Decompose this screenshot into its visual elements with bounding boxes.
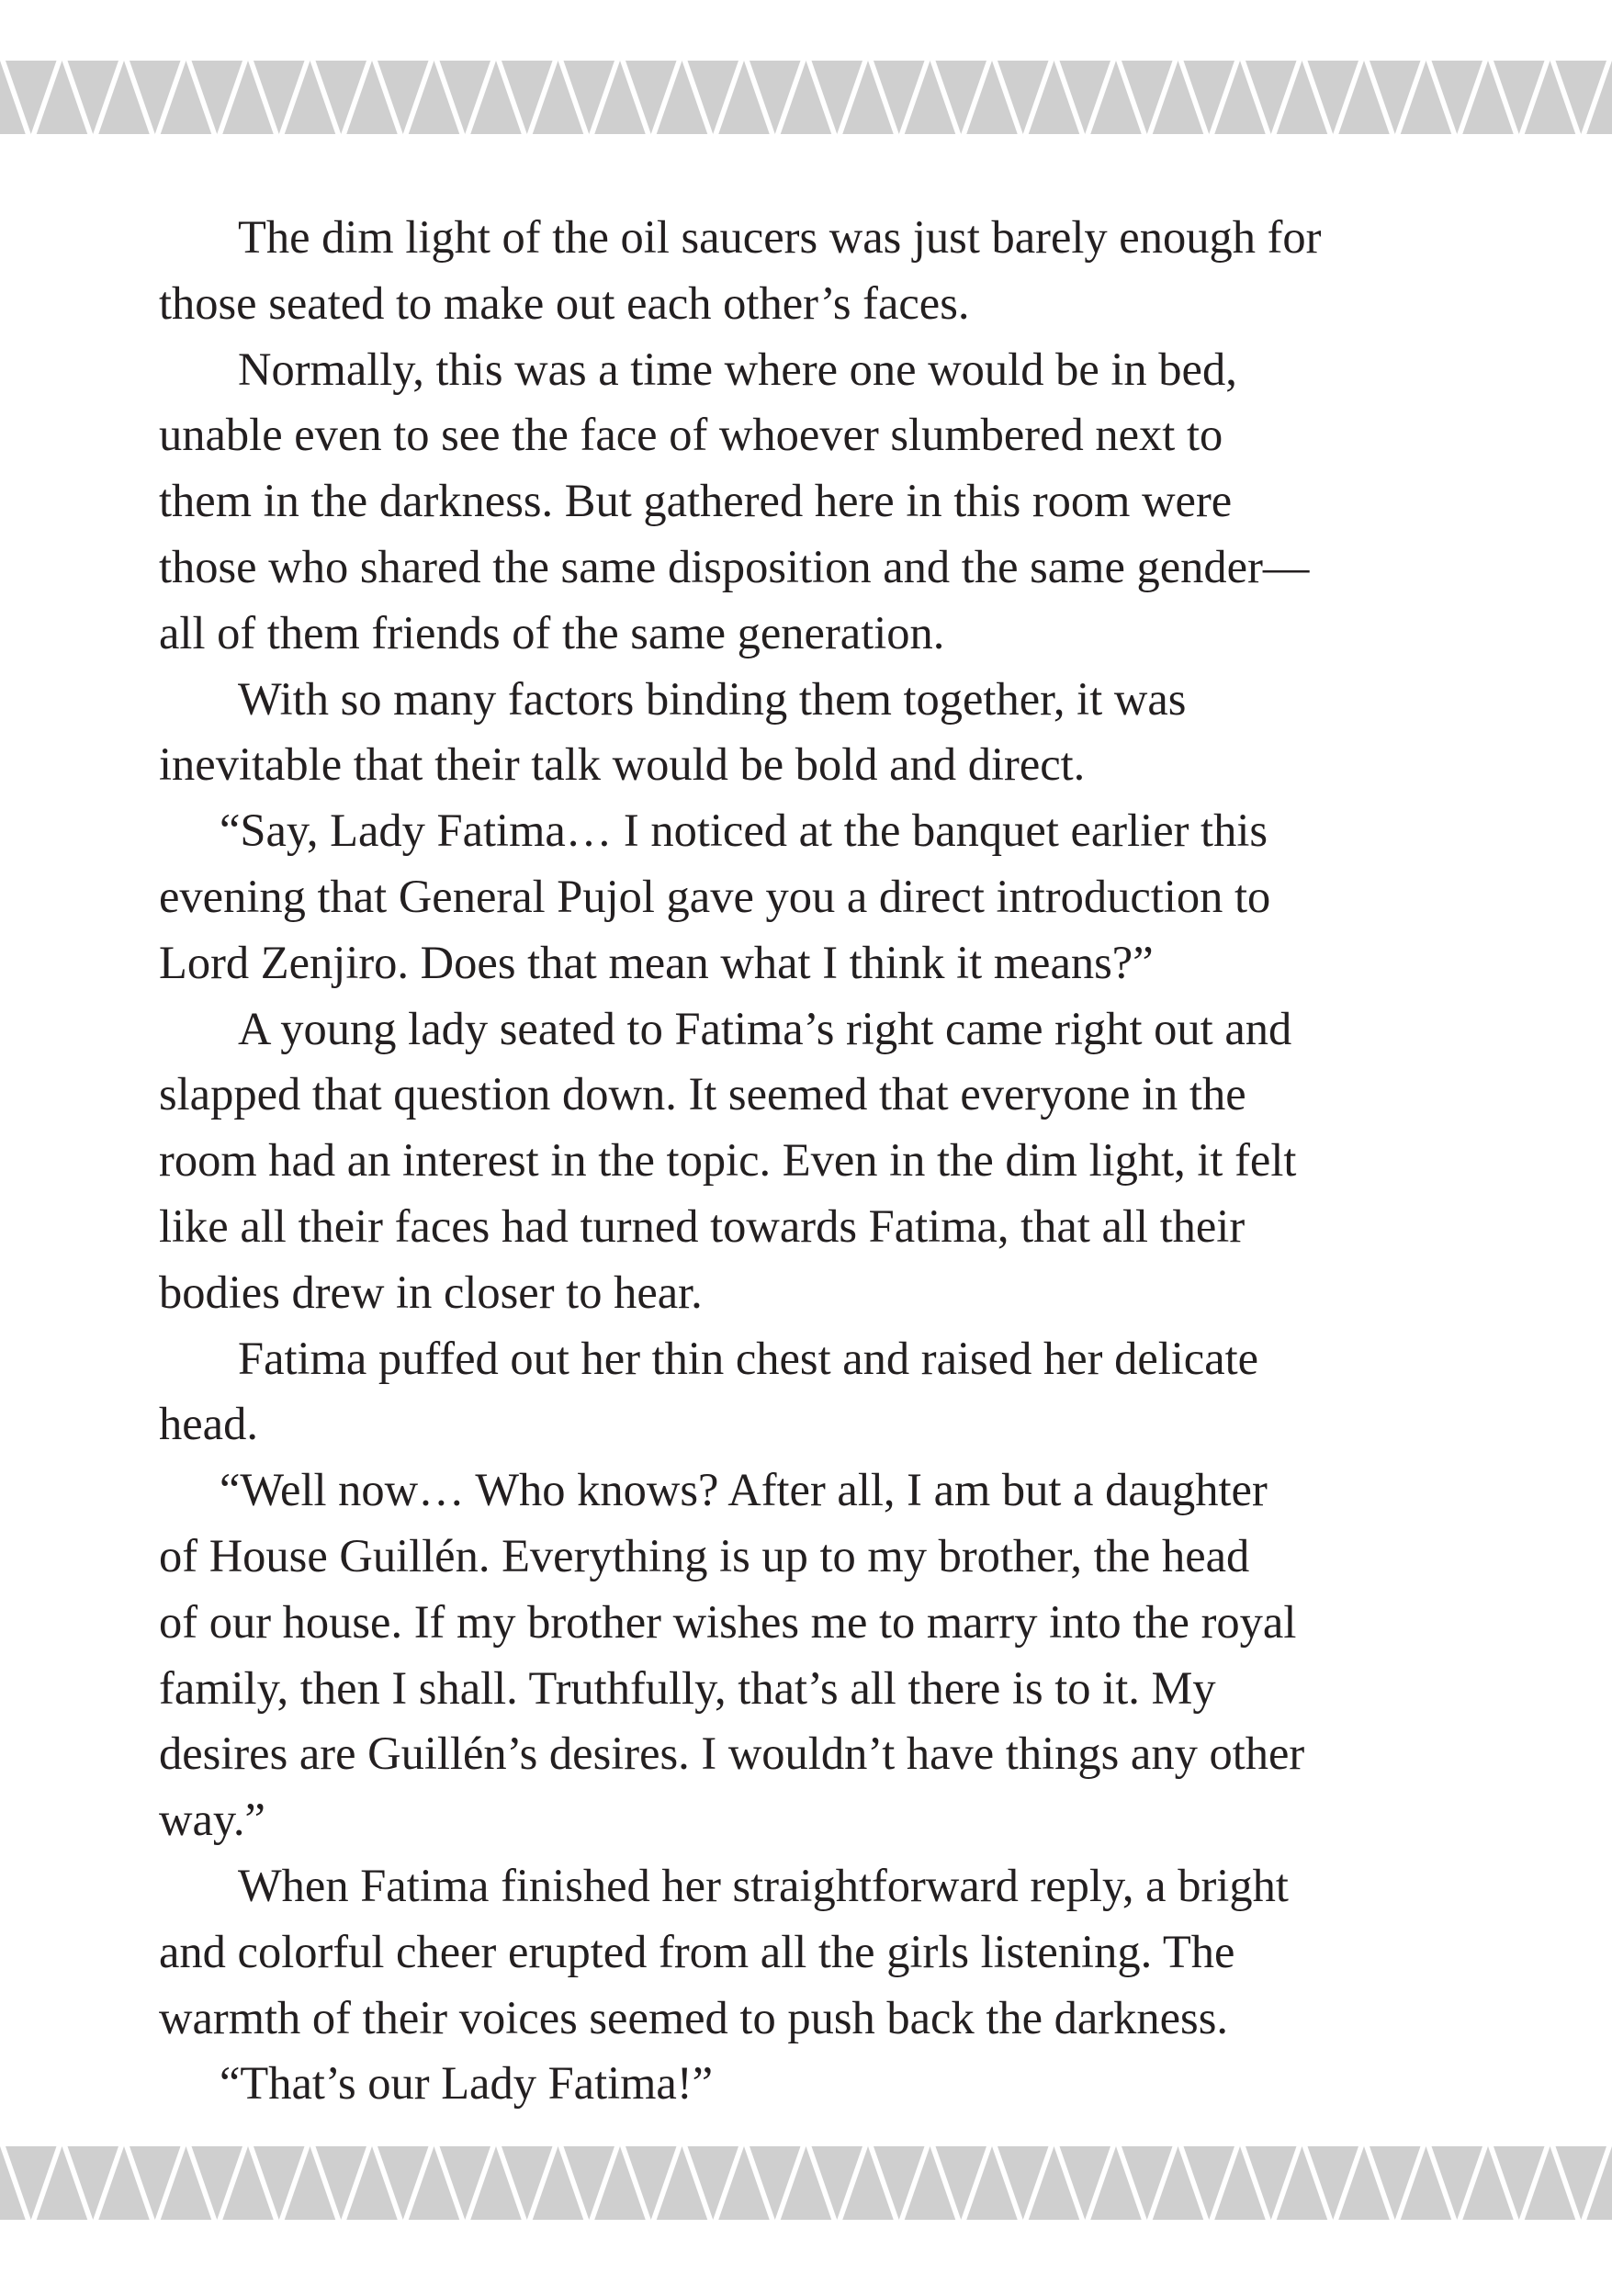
text-line: family, then I shall. Truthfully, that’s all there is to it. My — [159, 1661, 1216, 1714]
text-line: all of them friends of the same generation. — [159, 606, 945, 658]
text-line: Fatima puffed out her thin chest and raised her delicate — [238, 1332, 1259, 1384]
text-line: unable even to see the face of whoever slumbered next to — [159, 409, 1223, 461]
text-line: inevitable that their talk would be bold and direct. — [159, 738, 1086, 791]
text-line: A young lady seated to Fatima’s right came right out and — [238, 1002, 1292, 1054]
text-line: head. — [159, 1398, 258, 1450]
top-triangle-border — [0, 61, 1612, 134]
text-line: warmth of their voices seemed to push back the darkness. — [159, 1991, 1228, 2043]
bottom-triangle-border — [0, 2146, 1612, 2220]
text-line: of our house. If my brother wishes me to marry into the royal — [159, 1595, 1297, 1648]
text-line: Normally, this was a time where one would be in bed, — [238, 343, 1237, 395]
text-line: Lord Zenjiro. Does that mean what I think it means?” — [159, 936, 1154, 988]
text-line: evening that General Pujol gave you a direct introduction to — [159, 870, 1271, 922]
text-line: bodies drew in closer to hear. — [159, 1266, 703, 1318]
text-line: slapped that question down. It seemed that everyone in the — [159, 1068, 1246, 1120]
text-line: “That’s our Lady Fatima!” — [220, 2057, 714, 2110]
text-line: “Well now… Who knows? After all, I am but a daughter — [220, 1464, 1268, 1516]
text-line: desires are Guillén’s desires. I wouldn’t have things any other — [159, 1728, 1305, 1780]
text-line: like all their faces had turned towards Fatima, that all their — [159, 1199, 1246, 1252]
text-line: those who shared the same disposition and the same gender— — [159, 540, 1310, 592]
text-line: “Say, Lady Fatima… I noticed at the banquet earlier this — [220, 805, 1268, 857]
text-line: them in the darkness. But gathered here in this room were — [159, 475, 1233, 527]
page-text — [159, 205, 1463, 2117]
text-line: With so many factors binding them together, it was — [238, 672, 1187, 725]
text-line: of House Guillén. Everything is up to my brother, the head — [159, 1529, 1250, 1581]
text-line: way.” — [159, 1794, 265, 1846]
text-line: those seated to make out each other’s faces. — [159, 276, 970, 329]
text-line: room had an interest in the topic. Even in the dim light, it felt — [159, 1134, 1297, 1187]
text-line: and colorful cheer erupted from all the girls listening. The — [159, 1925, 1235, 1977]
text-line: When Fatima finished her straightforward reply, a bright — [238, 1859, 1289, 1911]
text-line: The dim light of the oil saucers was just barely enough for — [238, 211, 1322, 263]
